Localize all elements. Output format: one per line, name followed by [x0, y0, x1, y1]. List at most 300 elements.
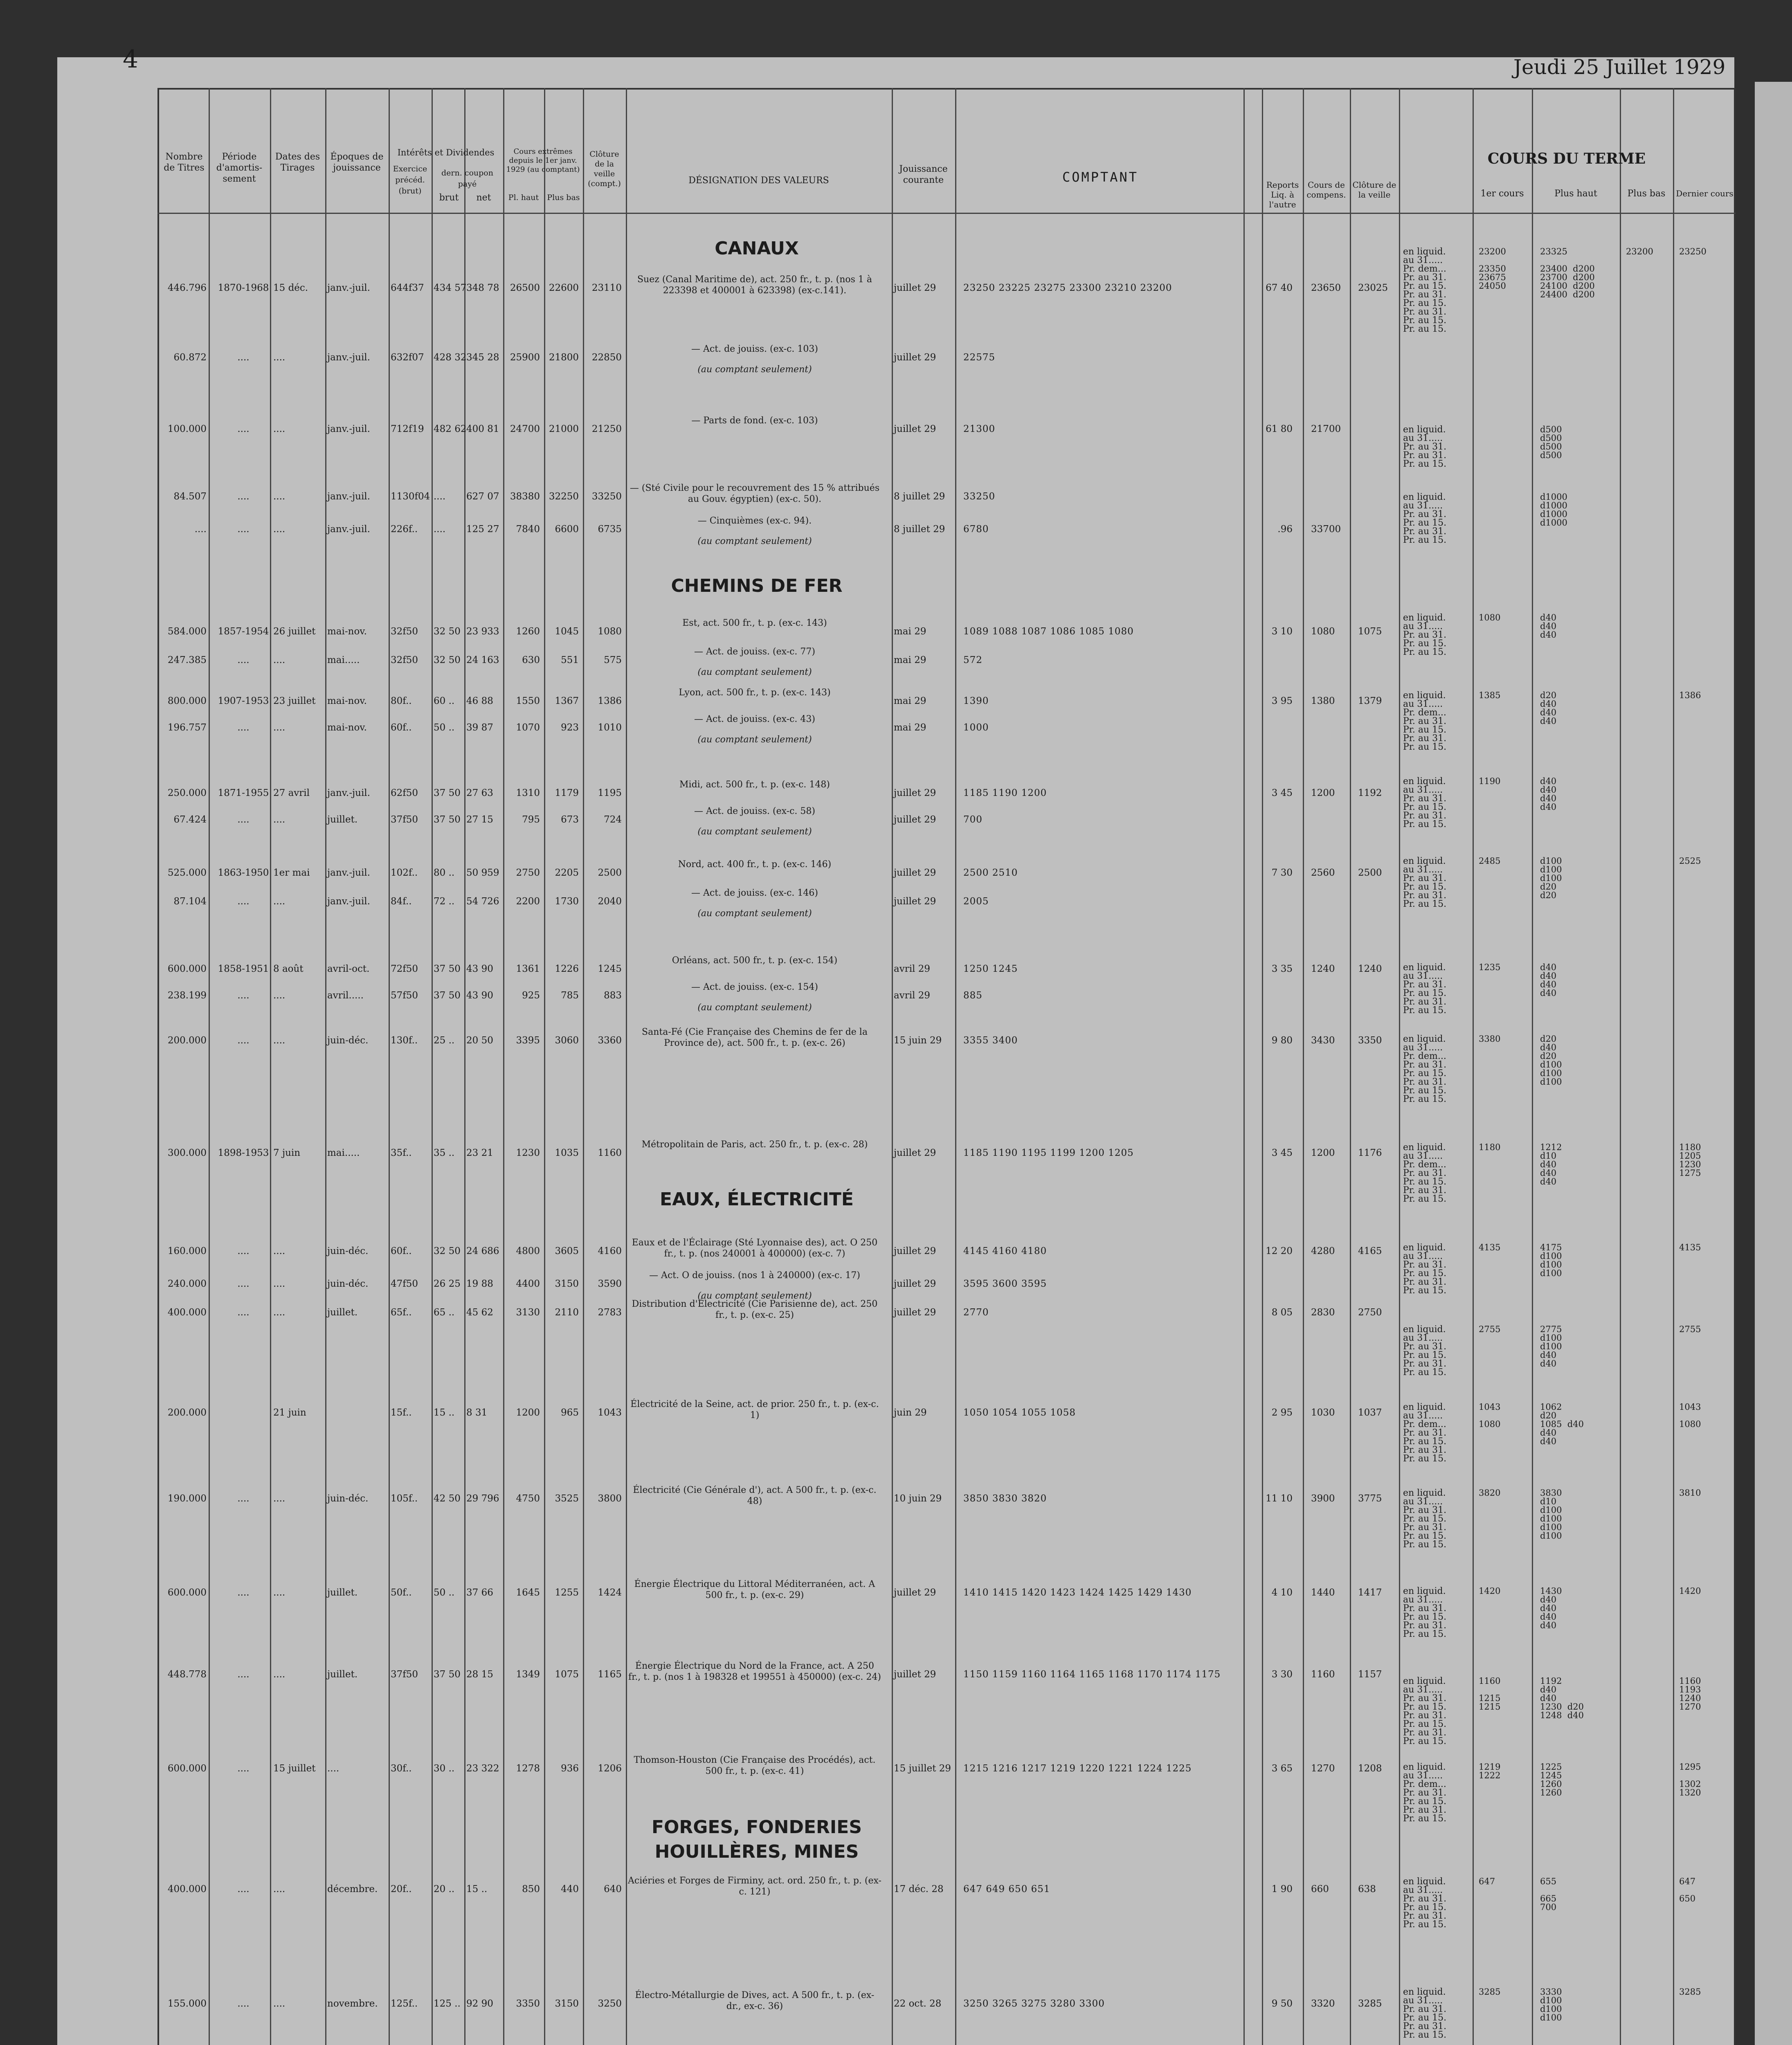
cell-rep: 7 30: [1271, 867, 1293, 878]
cell-br: 32 50: [434, 655, 461, 665]
cell-lo: 1045: [555, 626, 579, 637]
cell-br: 80 ..: [434, 867, 455, 878]
cell-dat: ....: [273, 1493, 286, 1504]
terme-labels: en liquid. au 31..... Pr. dem... Pr. au 31. Pr. au 15. Pr. au 31. Pr. au 15.: [1403, 1142, 1447, 1204]
cell-cc: 3900: [1311, 1493, 1335, 1504]
cell-n: 300.000: [167, 1148, 207, 1158]
terme-premier-cours: 4135: [1479, 1243, 1501, 1252]
cell-lo: 965: [561, 1407, 579, 1418]
cell-ep: juillet.: [327, 1669, 358, 1680]
cell-ep: avril.....: [327, 990, 364, 1001]
cell-lo: 1035: [555, 1148, 579, 1158]
hdr-cours-terme: COURS DU TERME: [1487, 150, 1646, 167]
cell-dat: ....: [273, 424, 286, 434]
terme-dernier-cours: 23250: [1679, 247, 1707, 256]
cell-cc: 1380: [1311, 696, 1335, 706]
security-designation: — Act. de jouiss. (ex-c. 146): [691, 888, 818, 898]
cell-hi: 925: [522, 990, 540, 1001]
table-row: [0, 1493, 1792, 1504]
cell-ex: 37f50: [391, 814, 418, 825]
terme-dernier-cours: 1180 1205 1230 1275: [1679, 1142, 1701, 1178]
rule: [583, 88, 584, 2045]
terme-premier-cours: 3285: [1479, 1987, 1501, 1997]
hdr-jouissance: Jouissance courante: [899, 164, 948, 185]
cell-lo: 1367: [555, 696, 579, 706]
cell-cl: 22850: [591, 352, 622, 363]
terme-dernier-cours: 1420: [1679, 1586, 1701, 1596]
table-row: [0, 524, 1792, 535]
cell-n: 200.000: [167, 1407, 207, 1418]
cell-n: 250.000: [167, 788, 207, 798]
security-designation: Électricité de la Seine, act. de prior. 250 fr., t. p. (ex-c. 1): [630, 1399, 879, 1420]
cell-vei: 1037: [1358, 1407, 1382, 1418]
table-row: [0, 814, 1792, 825]
cell-rep: 3 10: [1271, 626, 1293, 637]
security-designation: Nord, act. 400 fr., t. p. (ex-c. 146): [678, 859, 832, 870]
cell-br: 60 ..: [434, 696, 455, 706]
cell-br: 37 50: [434, 814, 461, 825]
cell-per: 1858-1951: [218, 964, 269, 974]
cell-cmp: 3250 3265 3275 3280 3300: [963, 1998, 1105, 2009]
cell-rep: 9 50: [1271, 1998, 1293, 2009]
rule: [503, 88, 504, 2045]
cell-hi: 26500: [510, 283, 540, 293]
terme-labels: en liquid. au 31..... Pr. au 31. Pr. au 31. Pr. au 15.: [1403, 425, 1447, 469]
designation-note: (au comptant seulement): [697, 1002, 812, 1013]
cell-cc: 4280: [1311, 1246, 1335, 1256]
cell-br: 35 ..: [434, 1148, 455, 1158]
terme-premier-cours: 1219 1222: [1479, 1762, 1501, 1780]
cell-vei: 3775: [1358, 1493, 1382, 1504]
cell-ep: décembre.: [327, 1884, 378, 1894]
cell-cmp: 2500 2510: [963, 867, 1018, 878]
terme-plus-haut: 3330 d100 d100 d100: [1540, 1987, 1562, 2023]
cell-ep: juin-déc.: [327, 1246, 369, 1256]
cell-ex: 105f..: [391, 1493, 418, 1504]
cell-jou: juillet 29: [894, 424, 936, 434]
cell-ex: 57f50: [391, 990, 418, 1001]
cell-rep: 3 35: [1271, 964, 1293, 974]
cell-br: 434 57: [434, 283, 467, 293]
cell-jou: juillet 29: [894, 867, 936, 878]
cell-cl: 1080: [598, 626, 622, 637]
cell-vei: 23025: [1358, 283, 1388, 293]
terme-premier-cours: 1043 1080: [1479, 1402, 1501, 1429]
cell-per: ....: [237, 1307, 250, 1318]
cell-hi: 4800: [516, 1246, 540, 1256]
cell-ex: 632f07: [391, 352, 424, 363]
cell-ne: 348 78: [466, 283, 499, 293]
terme-labels: en liquid. au 31..... Pr. au 31. Pr. au 15. Pr. au 31. Pr. au 15.: [1403, 1243, 1447, 1296]
terme-labels: en liquid. au 31..... Pr. au 31. Pr. au 15. Pr. au 31. Pr. au 15.: [1403, 856, 1447, 909]
hdr-reports: Reports Liq. à l'autre: [1266, 180, 1299, 209]
cell-jou: 8 juillet 29: [894, 491, 945, 502]
terme-plus-haut: d40 d40 d40 d40: [1540, 962, 1557, 998]
cell-cc: 1200: [1311, 1148, 1335, 1158]
hdr-dates: Dates des Tirages: [275, 152, 320, 173]
hdr-cours-extremes: Cours extrêmes depuis le 1er janv. 1929 (au comptant): [506, 147, 580, 174]
cell-jou: juillet 29: [894, 788, 936, 798]
cell-cl: 3360: [598, 1035, 622, 1046]
designation-note: (au comptant seulement): [697, 364, 812, 375]
cell-n: 190.000: [167, 1493, 207, 1504]
cell-per: 1898-1953: [218, 1148, 269, 1158]
cell-ne: 27 63: [466, 788, 493, 798]
cell-jou: juillet 29: [894, 1669, 936, 1680]
cell-lo: 3150: [555, 1279, 579, 1289]
cell-lo: 936: [561, 1763, 579, 1774]
cell-dat: ....: [273, 491, 286, 502]
terme-labels: en liquid. au 31..... Pr. au 31. Pr. au 15. Pr. au 31. Pr. au 15.: [1403, 1586, 1447, 1639]
cell-vei: 1417: [1358, 1587, 1382, 1598]
cell-br: 37 50: [434, 788, 461, 798]
cell-jou: juillet 29: [894, 1307, 936, 1318]
hdr-designation: DÉSIGNATION DES VALEURS: [688, 175, 829, 186]
cell-cmp: 4145 4160 4180: [963, 1246, 1047, 1256]
table-row: [0, 1035, 1792, 1046]
table-row: [0, 1407, 1792, 1418]
cell-per: ....: [237, 1493, 250, 1504]
security-designation: Suez (Canal Maritime de), act. 250 fr., t. p. (nos 1 à 223398 et 400001 à 623398) (ex-c.141).: [637, 274, 872, 296]
cell-ne: 37 66: [466, 1587, 493, 1598]
security-designation: Électricité (Cie Générale d'), act. A 500 fr., t. p. (ex-c. 48): [633, 1485, 877, 1506]
cell-ex: 644f37: [391, 283, 424, 293]
terme-premier-cours: 2755: [1479, 1324, 1501, 1334]
cell-jou: 22 oct. 28: [894, 1998, 942, 2009]
cell-ne: 92 90: [466, 1998, 493, 2009]
cell-cc: 23650: [1311, 283, 1341, 293]
cell-hi: 1361: [516, 964, 540, 974]
designation-note: (au comptant seulement): [697, 908, 812, 919]
cell-hi: 1550: [516, 696, 540, 706]
terme-premier-cours: 1180: [1479, 1142, 1501, 1152]
terme-premier-cours: 1190: [1479, 776, 1501, 786]
cell-jou: juillet 29: [894, 814, 936, 825]
cell-rep: 8 05: [1271, 1307, 1293, 1318]
table-row: [0, 1147, 1792, 1159]
cell-lo: 1179: [555, 788, 579, 798]
rule: [209, 88, 210, 2045]
cell-ep: janv.-juil.: [327, 788, 370, 798]
cell-cl: 724: [604, 814, 622, 825]
table-row: [0, 1587, 1792, 1598]
hdr-cloture: Clôture de la veille (compt.): [588, 150, 621, 188]
table-row: [0, 787, 1792, 799]
cell-hi: 795: [522, 814, 540, 825]
cell-ep: mai-nov.: [327, 722, 367, 733]
cell-ep: janv.-juil.: [327, 283, 370, 293]
table-row: [0, 1669, 1792, 1680]
cell-cmp: 1250 1245: [963, 964, 1018, 974]
cell-n: 448.778: [167, 1669, 207, 1680]
cell-ex: 65f..: [391, 1307, 412, 1318]
terme-labels: en liquid. au 31..... Pr. au 31. Pr. au 15. Pr. au 31. Pr. au 15.: [1403, 1987, 1447, 2040]
quotation-table: [157, 88, 1736, 2045]
cell-br: ....: [434, 524, 446, 535]
security-designation: Eaux et de l'Éclairage (Sté Lyonnaise des), act. O 250 fr., t. p. (nos 240001 à 400000) (ex-c. 7): [632, 1238, 878, 1259]
cell-ex: 226f..: [391, 524, 418, 535]
cell-lo: 551: [561, 655, 579, 665]
cell-ex: 32f50: [391, 655, 418, 665]
terme-premier-cours: 1160 1215 1215: [1479, 1676, 1501, 1712]
security-designation: — Act. de jouiss. (ex-c. 154): [691, 982, 818, 992]
cell-dat: 23 juillet: [273, 696, 316, 706]
terme-plus-haut: 1225 1245 1260 1260: [1540, 1762, 1562, 1798]
cell-per: ....: [237, 1246, 250, 1256]
hdr-brut: brut: [439, 193, 459, 203]
cell-cl: 4160: [598, 1246, 622, 1256]
cell-per: ....: [237, 524, 250, 535]
cell-dat: ....: [273, 655, 286, 665]
cell-br: 42 50: [434, 1493, 461, 1504]
terme-labels: en liquid. au 31..... Pr. au 31. Pr. au 15. Pr. au 31. Pr. au 15. Pr. au 31. Pr. au 15.: [1403, 1676, 1447, 1746]
terme-premier-cours: 3380: [1479, 1034, 1501, 1044]
terme-plus-haut: 1212 d10 d40 d40 d40: [1540, 1142, 1562, 1187]
cell-hi: 3130: [516, 1307, 540, 1318]
cell-n: 67.424: [173, 814, 207, 825]
cell-lo: 785: [561, 990, 579, 1001]
cell-cmp: 700: [963, 814, 983, 825]
cell-br: ....: [434, 491, 446, 502]
hdr-comptant: COMPTANT: [1062, 169, 1139, 185]
cell-ep: janv.-juil.: [327, 896, 370, 907]
cell-cmp: 1185 1190 1200: [963, 788, 1047, 798]
cell-ex: 80f..: [391, 696, 412, 706]
cell-vei: 3285: [1358, 1998, 1382, 2009]
cell-dat: ....: [273, 896, 286, 907]
terme-dernier-cours: 2755: [1679, 1324, 1701, 1334]
table-row: [0, 1245, 1792, 1257]
cell-jou: avril 29: [894, 990, 930, 1001]
cell-ep: juin-déc.: [327, 1035, 369, 1046]
cell-vei: 2750: [1358, 1307, 1382, 1318]
security-designation: Santa-Fé (Cie Française des Chemins de fer de la Province de), act. 500 fr., t. p. (ex-c. 26): [642, 1027, 868, 1048]
security-designation: Orléans, act. 500 fr., t. p. (ex-c. 154): [672, 955, 838, 966]
cell-dat: 26 juillet: [273, 626, 316, 637]
rule: [544, 88, 545, 2045]
header-rule: [157, 213, 1736, 214]
cell-ne: 43 90: [466, 964, 493, 974]
section-heading: HOUILLÈRES, MINES: [654, 1841, 859, 1862]
cell-per: ....: [237, 424, 250, 434]
cell-ex: 50f..: [391, 1587, 412, 1598]
cell-ex: 47f50: [391, 1279, 418, 1289]
cell-hi: 24700: [510, 424, 540, 434]
hdr-interets: Intérêts et Dividendes: [397, 148, 495, 157]
security-designation: — Act. O de jouiss. (nos 1 à 240000) (ex-c. 17): [649, 1270, 860, 1281]
cell-jou: juillet 29: [894, 1246, 936, 1256]
terme-labels: en liquid. au 31..... Pr. dem... Pr. au 31. Pr. au 15. Pr. au 31. Pr. au 15.: [1403, 690, 1447, 752]
security-designation: — Parts de fond. (ex-c. 103): [691, 416, 818, 426]
rule: [626, 88, 627, 2045]
cell-br: 37 50: [434, 990, 461, 1001]
cell-cl: 6735: [598, 524, 622, 535]
cell-jou: 15 juin 29: [894, 1035, 942, 1046]
cell-ne: 400 81: [466, 424, 499, 434]
cell-br: 428 32: [434, 352, 467, 363]
cell-ex: 712f19: [391, 424, 424, 434]
cell-rep: 2 95: [1271, 1407, 1293, 1418]
cell-n: 584.000: [167, 626, 207, 637]
cell-ex: 32f50: [391, 626, 418, 637]
cell-dat: 15 juillet: [273, 1763, 316, 1774]
cell-dat: 27 avril: [273, 788, 310, 798]
cell-br: 37 50: [434, 1669, 461, 1680]
cell-br: 50 ..: [434, 722, 455, 733]
cell-dat: ....: [273, 1246, 286, 1256]
security-designation: Distribution d'Électricité (Cie Parisienne de), act. 250 fr., t. p. (ex-c. 25): [632, 1299, 878, 1320]
cell-ep: juillet.: [327, 1587, 358, 1598]
cell-lo: 1075: [555, 1669, 579, 1680]
rule: [1532, 88, 1533, 2045]
rule: [955, 88, 956, 2045]
cell-hi: 1278: [516, 1763, 540, 1774]
cell-ne: 43 90: [466, 990, 493, 1001]
cell-hi: 25900: [510, 352, 540, 363]
cell-ex: 102f..: [391, 867, 418, 878]
cell-cmp: 647 649 650 651: [963, 1884, 1050, 1894]
cell-per: ....: [237, 655, 250, 665]
cell-ep: novembre.: [327, 1998, 378, 2009]
table-row: [0, 654, 1792, 666]
cell-cl: 1195: [598, 788, 622, 798]
cell-cmp: 3595 3600 3595: [963, 1279, 1047, 1289]
section-heading: FORGES, FONDERIES: [651, 1817, 862, 1838]
cell-per: ....: [237, 1998, 250, 2009]
cell-cc: 21700: [1311, 424, 1341, 434]
table-row: [0, 990, 1792, 1001]
terme-premier-cours: 23200 23350 23675 24050: [1479, 247, 1506, 291]
hdr-cloture-terme: Clôture de la veille: [1352, 180, 1396, 200]
terme-dernier-cours: 3810: [1679, 1488, 1701, 1498]
cell-dat: 7 juin: [273, 1148, 301, 1158]
security-designation: Énergie Électrique du Littoral Méditerranéen, act. A 500 fr., t. p. (ex-c. 29): [634, 1579, 875, 1600]
cell-hi: 850: [522, 1884, 540, 1894]
cell-ep: ....: [327, 1763, 340, 1774]
cell-cl: 1424: [598, 1587, 622, 1598]
cell-cc: 1200: [1311, 788, 1335, 798]
cell-ne: 8 31: [466, 1407, 488, 1418]
cell-hi: 1260: [516, 626, 540, 637]
terme-dernier-cours: 4135: [1679, 1243, 1701, 1252]
cell-cc: 1030: [1311, 1407, 1335, 1418]
cell-ex: 60f..: [391, 1246, 412, 1256]
cell-dat: ....: [273, 524, 286, 535]
hdr-dern-coupon: dern. coupon payé: [441, 169, 493, 189]
cell-br: 32 50: [434, 626, 461, 637]
cell-cl: 21250: [591, 424, 622, 434]
cell-cmp: 1089 1088 1087 1086 1085 1080: [963, 626, 1134, 637]
cell-br: 15 ..: [434, 1407, 455, 1418]
cell-hi: 7840: [516, 524, 540, 535]
cell-ex: 60f..: [391, 722, 412, 733]
next-page-edge: [1755, 82, 1792, 2045]
rule: [1262, 88, 1263, 2045]
cell-ne: 27 15: [466, 814, 493, 825]
cell-lo: 3060: [555, 1035, 579, 1046]
cell-cl: 1165: [598, 1669, 622, 1680]
cell-ex: 1130f04: [391, 491, 430, 502]
hdr-cours-compens: Cours de compens.: [1306, 180, 1346, 200]
section-heading: CANAUX: [715, 238, 799, 259]
rule: [270, 88, 271, 2045]
cell-ex: 84f..: [391, 896, 412, 907]
cell-jou: juillet 29: [894, 283, 936, 293]
cell-cc: 1160: [1311, 1669, 1335, 1680]
cell-per: ....: [237, 1763, 250, 1774]
table-row: [0, 867, 1792, 879]
table-row: [0, 1883, 1792, 1895]
cell-cc: 660: [1311, 1884, 1329, 1894]
hdr-premier-cours: 1er cours: [1480, 189, 1524, 199]
page-date: Jeudi 25 Juillet 1929: [1513, 55, 1726, 79]
cell-vei: 3350: [1358, 1035, 1382, 1046]
terme-plus-haut: 2775 d100 d100 d40 d40: [1540, 1324, 1562, 1369]
hdr-plus-haut: Plus haut: [1554, 189, 1597, 199]
terme-dernier-cours: 1043 1080: [1679, 1402, 1701, 1429]
cell-ex: 15f..: [391, 1407, 412, 1418]
cell-vei: 1379: [1358, 696, 1382, 706]
cell-per: ....: [237, 1035, 250, 1046]
cell-n: 247.385: [167, 655, 207, 665]
terme-labels: en liquid. au 31..... Pr. au 31. Pr. au 15. Pr. au 31. Pr. au 15.: [1403, 962, 1447, 1016]
cell-ne: 24 686: [466, 1246, 499, 1256]
terme-labels: en liquid. au 31..... Pr. dem... Pr. au 31. Pr. au 15. Pr. au 31. Pr. au 15. Pr. au 31. Pr. au 15. Pr. au 15.: [1403, 247, 1447, 334]
rule: [389, 88, 390, 2045]
cell-n: 60.872: [173, 352, 207, 363]
cell-per: ....: [237, 896, 250, 907]
cell-ep: mai-nov.: [327, 626, 367, 637]
cell-hi: 2750: [516, 867, 540, 878]
hdr-exercice: Exercice précéd. (brut): [393, 164, 427, 196]
cell-dat: ....: [273, 1884, 286, 1894]
cell-ep: avril-oct.: [327, 964, 370, 974]
cell-jou: juillet 29: [894, 896, 936, 907]
rule: [1350, 88, 1351, 2045]
table-row: [0, 1998, 1792, 2009]
cell-per: ....: [237, 1669, 250, 1680]
table-row: [0, 626, 1792, 637]
cell-dat: 1er mai: [273, 867, 310, 878]
cell-jou: mai 29: [894, 626, 926, 637]
cell-per: 1871-1955: [218, 788, 269, 798]
cell-ne: 46 88: [466, 696, 493, 706]
cell-n: 240.000: [167, 1279, 207, 1289]
cell-cc: 3320: [1311, 1998, 1335, 2009]
table-row: [0, 722, 1792, 733]
hdr-periode: Période d'amortis- sement: [216, 152, 263, 184]
table-row: [0, 491, 1792, 502]
cell-rep: 4 10: [1271, 1587, 1293, 1598]
cell-hi: 3395: [516, 1035, 540, 1046]
designation-note: (au comptant seulement): [697, 735, 812, 745]
cell-n: 600.000: [167, 964, 207, 974]
cell-jou: juillet 29: [894, 352, 936, 363]
cell-hi: 1349: [516, 1669, 540, 1680]
table-row: [0, 1307, 1792, 1318]
cell-dat: ....: [273, 814, 286, 825]
terme-premier-cours: 1235: [1479, 962, 1501, 972]
cell-lo: 32250: [549, 491, 579, 502]
terme-plus-haut: 3830 d10 d100 d100 d100 d100: [1540, 1488, 1562, 1541]
cell-jou: mai 29: [894, 722, 926, 733]
cell-dat: ....: [273, 722, 286, 733]
cell-n: 400.000: [167, 1307, 207, 1318]
rule: [1673, 88, 1674, 2045]
cell-cmp: 2770: [963, 1307, 989, 1318]
cell-rep: 3 45: [1271, 1148, 1293, 1158]
terme-labels: en liquid. au 31..... Pr. au 31. Pr. au 15. Pr. au 15.: [1403, 613, 1447, 657]
